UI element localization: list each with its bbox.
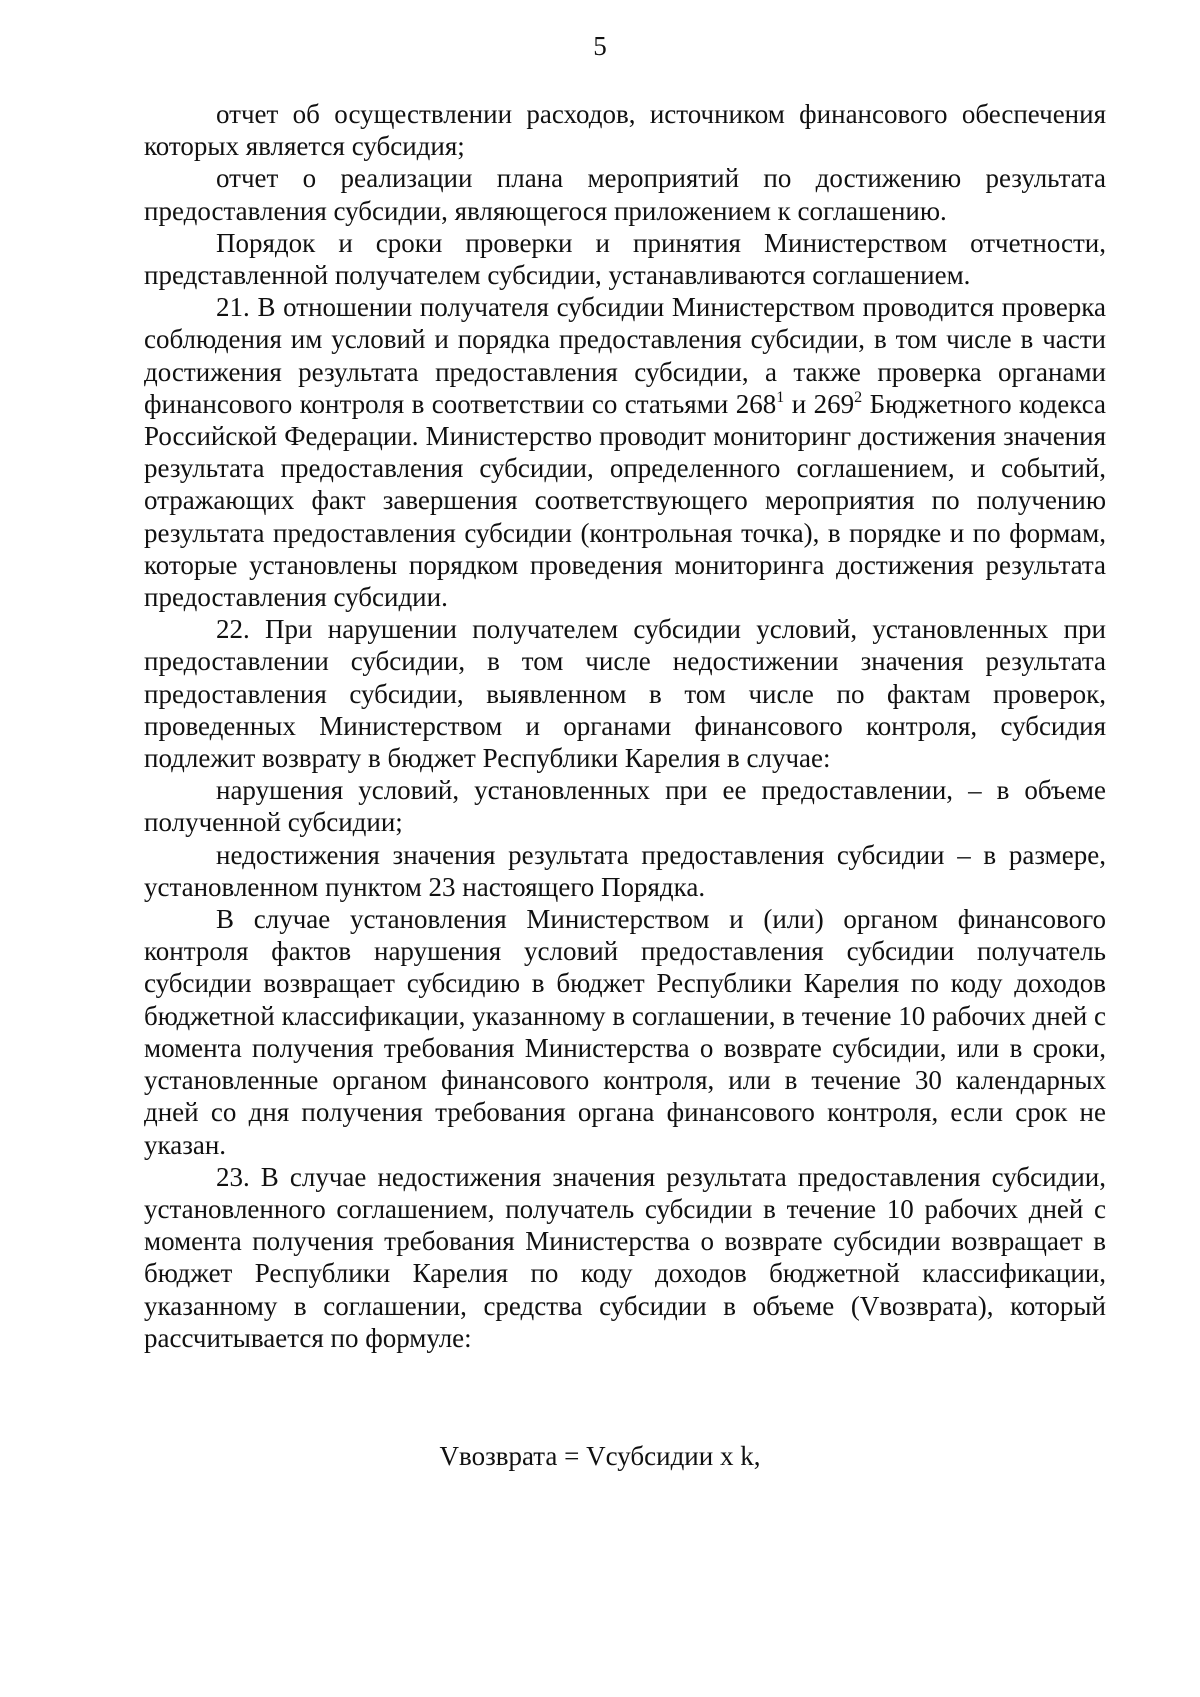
paragraph-return-procedure: В случае установления Министерством и (или) органом финансового контроля фактов нарушения условий предоставления субсидии получатель субсидии возвращает субсидию в бюджет Республики Карелия по коду доходов бюджетной классификации, указанному в соглашении, в течение 10 рабочих дней с момента получения требования Министерства о возврате субсидии, или в сроки, установленные органом финансового контроля, или в течение 30 календарных дней со дня получения требования органа финансового контроля, если срок не указан.	[144, 904, 1106, 1160]
superscript-1: 1	[776, 388, 785, 406]
formula: Vвозврата = Vсубсидии x k,	[439, 1441, 761, 1471]
paragraph-expense-report: отчет об осуществлении расходов, источником финансового обеспечения которых является субсидия;	[144, 99, 1106, 162]
paragraph-23: 23. В случае недостижения значения результата предоставления субсидии, установленного соглашением, получатель субсидии в течение 10 рабочих дней с момента получения требования Министерства о возврате субсидии возвращает в бюджет Республики Карелия по коду доходов бюджетной классификации, указанному в соглашении, средства субсидии в объеме (Vвозврата), который рассчитывается по формуле:	[144, 1161, 1106, 1353]
superscript-2: 2	[854, 388, 863, 406]
paragraph-plan-report: отчет о реализации плана мероприятий по достижению результата предоставления субсидии, являющегося приложением к соглашению.	[144, 163, 1106, 226]
paragraph-non-achievement-case: недостижения значения результата предоставления субсидии – в размере, установленном пунктом 23 настоящего Порядка.	[144, 839, 1106, 902]
paragraph-21-text-3: Бюджетного кодекса Российской Федерации. Министерство проводит мониторинг достижения значения результата предоставления субсидии, определенного соглашением, и событий, отражающих факт завершения соответствующего мероприятия по получению результата предоставления субсидии (контрольная точка), в порядке и по формам, которые установлены порядком проведения мониторинга достижения результата предоставления субсидии.	[144, 388, 1106, 613]
paragraph-21-text-1: 21. В отношении получателя субсидии Министерством проводится проверка соблюдения им условий и порядка предоставления субсидии, в том числе в части достижения результата предоставления субсидии, а также проверка органами финансового контроля в соответствии со статьями 268	[144, 292, 1106, 419]
page-number: 5	[593, 31, 607, 61]
paragraph-21	[144, 291, 1106, 613]
document-body	[144, 98, 1106, 1354]
paragraph-21-text-2: и 269	[784, 388, 855, 419]
paragraph-22: 22. При нарушении получателем субсидии условий, установленных при предоставлении субсидии, в том числе недостижении значения результата предоставления субсидии, выявленном в том числе по фактам проверок, проведенных Министерством и органами финансового контроля, субсидия подлежит возврату в бюджет Республики Карелия в случае:	[144, 614, 1106, 774]
paragraph-reporting-procedure: Порядок и сроки проверки и принятия Министерством отчетности, представленной получателем субсидии, устанавливаются соглашением.	[144, 227, 1106, 291]
paragraph-violation-case: нарушения условий, установленных при ее предоставлении, – в объеме полученной субсидии;	[144, 775, 1106, 838]
